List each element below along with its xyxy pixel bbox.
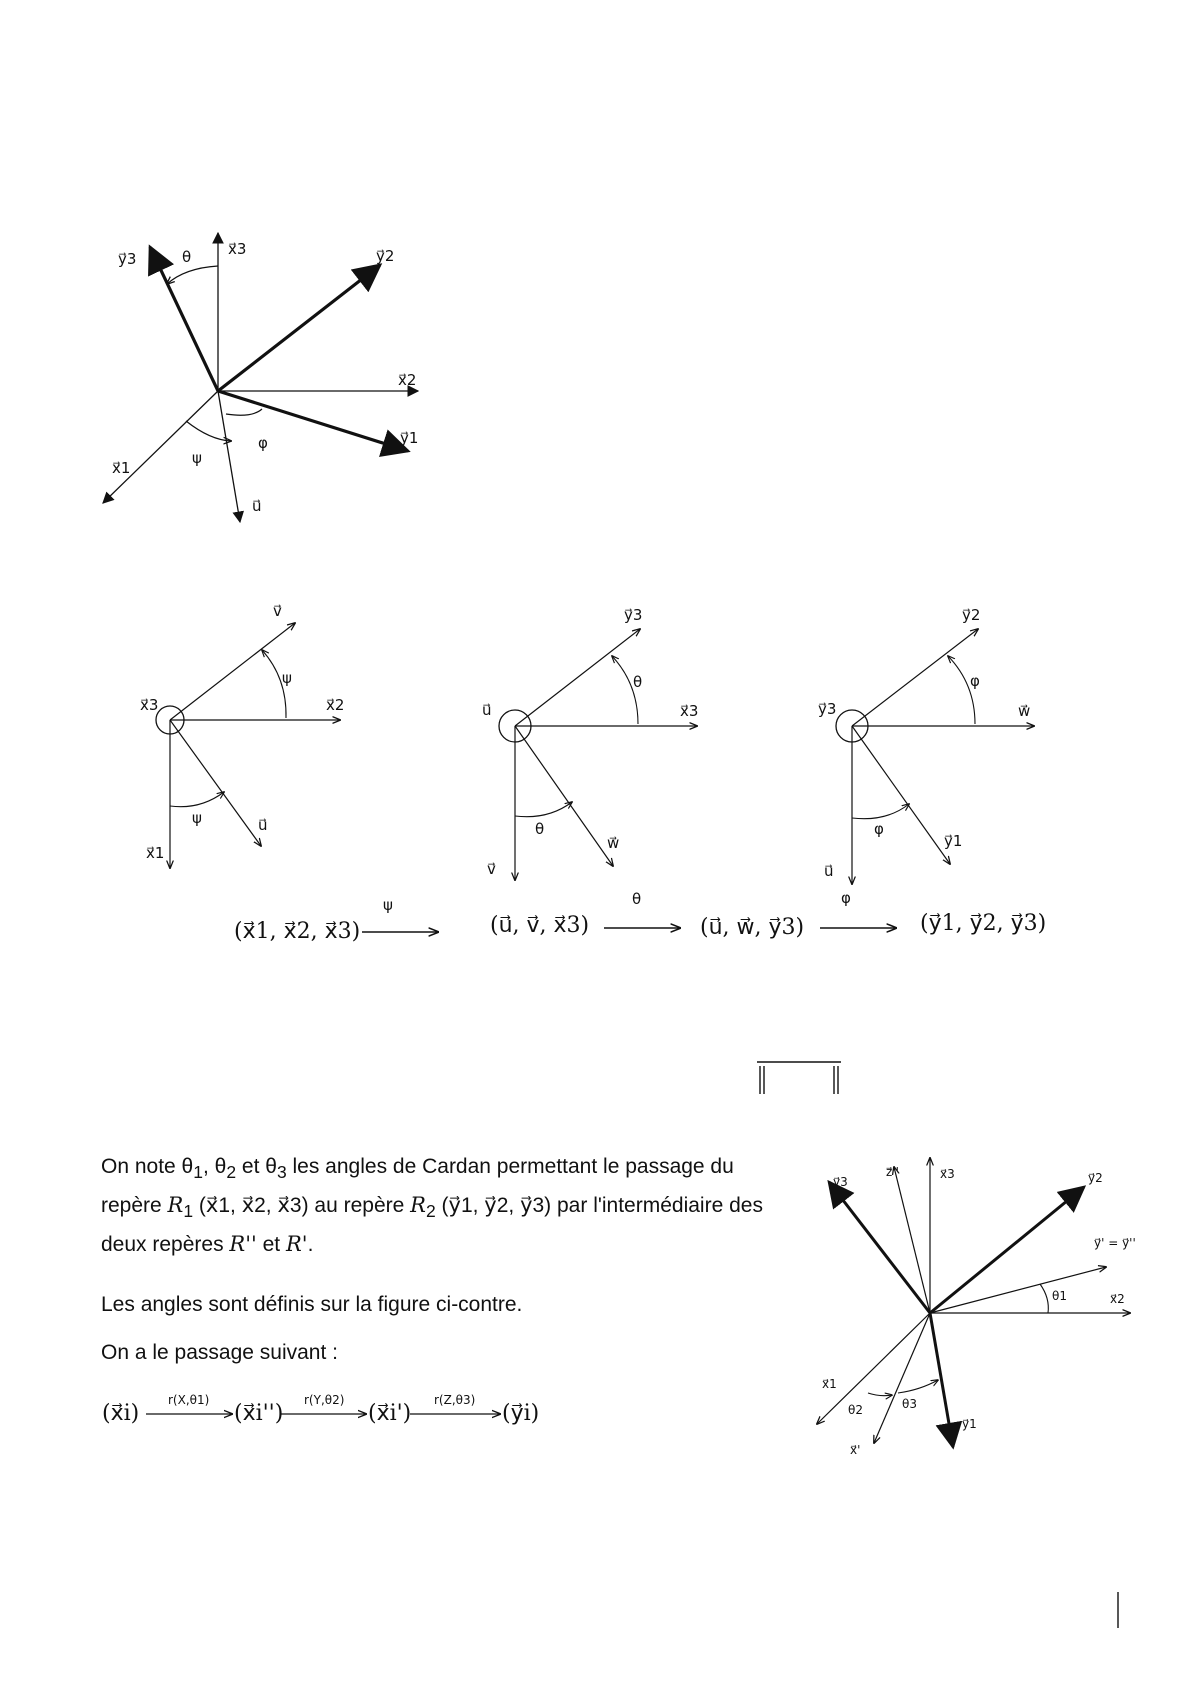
r2-center-label: u⃗ [482,701,492,719]
cardan-base-2: (x⃗i'') [234,1401,284,1426]
r2-right-label: x⃗3 [680,702,699,720]
cardan-arrow-label-2: r(Y,θ2) [304,1393,345,1407]
c-label-x3: x⃗3 [940,1167,955,1181]
r3-angle-bottom: φ [874,820,884,838]
label-y3: y⃗3 [118,250,137,268]
c-y3-axis [829,1182,930,1313]
seq-base-2: (u⃗, v⃗, x⃗3) [490,913,590,938]
label-y2: y⃗2 [376,247,395,265]
r1-top-label: v⃗ [273,602,282,620]
seq-base-3: (u⃗, w⃗, y⃗3) [700,915,805,940]
paragraph-passage: On a le passage suivant : [101,1341,338,1364]
seq-arrow-label-2: θ [632,890,642,908]
r1-bottom-label: x⃗1 [146,844,165,862]
label-x3: x⃗3 [228,240,247,258]
r1-right-label: x⃗2 [326,696,345,714]
paragraph-angles-defined: Les angles sont définis sur la figure ci-contre. [101,1293,523,1316]
c-label-theta3: θ3 [902,1397,917,1411]
seq-base-1: (x⃗1, x⃗2, x⃗3) [234,919,361,944]
r1-angle-bottom: ψ [192,809,202,827]
c-label-x2: x⃗2 [1110,1292,1125,1306]
cardan-base-4: (y⃗i) [502,1401,540,1426]
seq-arrow-label-1: ψ [383,896,393,914]
r3-top-label: y⃗2 [962,606,981,624]
paragraph-cardan-intro: On note $\theta_1$, $\theta_2$ et $\theta_3$ les angles de Cardan permettant le passage du repère $R_1$ (x⃗1, x⃗2, x⃗3) au repère $R_2$ (y⃗1, y⃗2, y⃗3) par l'intermédiaire des deux repères R'' et R'. [101,1155,763,1257]
r2-top-label: y⃗3 [624,606,643,624]
r2-angle-top: θ [633,673,643,691]
c-label-z2: z⃗'' [886,1165,899,1179]
c-label-theta1: θ1 [1052,1289,1067,1303]
cardan-base-1: (x⃗i) [102,1401,140,1426]
label-theta: θ [182,248,192,266]
label-x1: x⃗1 [112,459,131,477]
label-x2: x⃗2 [398,371,417,389]
cardan-arrow-label-1: r(X,θ1) [168,1393,210,1407]
seq-base-4: (y⃗1, y⃗2, y⃗3) [920,911,1047,936]
c-xprime-axis [874,1313,930,1443]
c-label-yy: y⃗' = y⃗'' [1094,1236,1136,1250]
r3-bottom-label: u⃗ [824,862,834,880]
c-label-x1: x⃗1 [822,1377,837,1391]
c-y1-axis [930,1313,953,1447]
r2-diag-label: w⃗ [607,834,620,852]
c-label-y2: y⃗2 [1088,1171,1103,1185]
r3-right-label: w⃗ [1018,702,1031,720]
c-label-theta2: θ2 [848,1403,863,1417]
label-y1: y⃗1 [400,429,419,447]
label-psi: ψ [192,449,202,467]
r3-angle-top: φ [970,672,980,690]
label-phi: φ [258,434,268,452]
r3-center-label: y⃗3 [818,700,837,718]
r3-diag-label: y⃗1 [944,832,963,850]
c-label-y1: y⃗1 [962,1417,977,1431]
c-label-y3: y⃗3 [833,1175,848,1189]
r1-angle-top: ψ [282,669,292,687]
c-label-xprime: x⃗' [850,1443,861,1457]
cardan-arrow-label-3: r(Z,θ3) [434,1393,476,1407]
label-u: u⃗ [252,497,262,515]
cardan-base-3: (x⃗i') [368,1401,412,1426]
r2-angle-bottom: θ [535,820,545,838]
r1-center-label: x⃗3 [140,696,159,714]
seq-arrow-label-3: φ [841,889,851,907]
r2-bottom-label: v⃗ [487,860,496,878]
r1-diag-label: u⃗ [258,816,268,834]
